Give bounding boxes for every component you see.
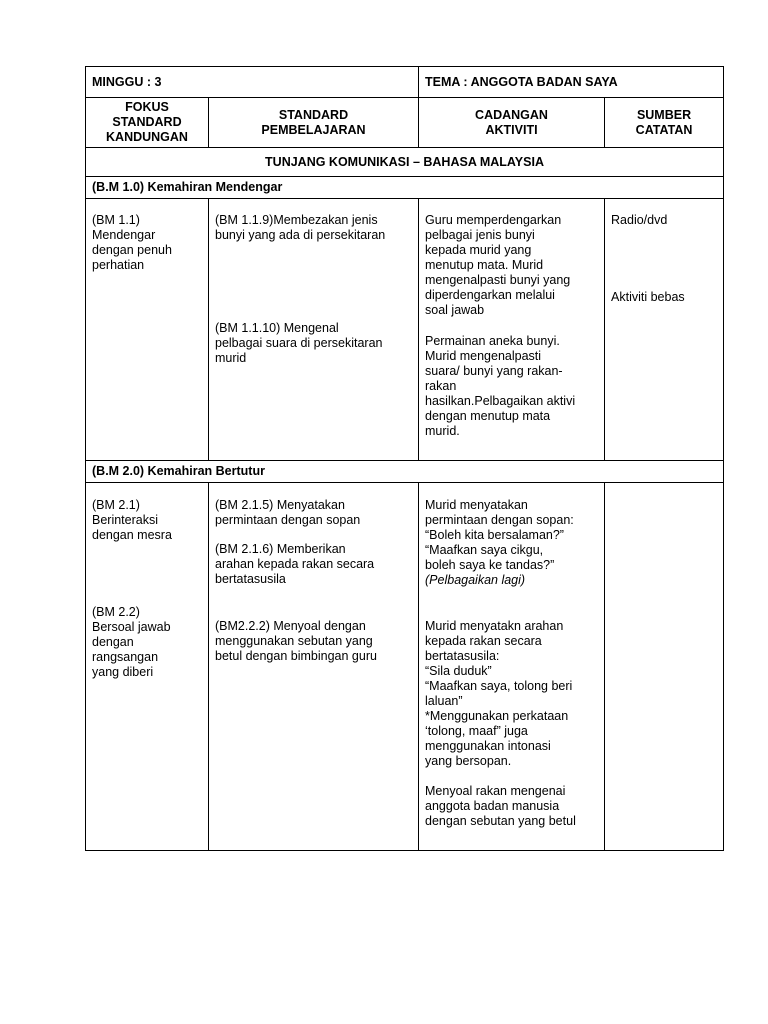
section2-aktiviti-cell: [419, 483, 605, 851]
section1-standard-cell: [209, 199, 419, 461]
section2-standard-b: (BM 2.1.6) Memberikan arahan kepada rakan secara bertatasusila: [215, 542, 375, 586]
section1-title: (B.M 1.0) Kemahiran Mendengar: [86, 177, 724, 199]
section2-aktiviti-b: Murid menyatakn arahan kepada rakan secara bertatasusila: “Sila duduk” “Maafkan saya, tolong beri laluan” *Menggunakan perkataan ‘tolong, maaf” juga menggunakan intonasi yang bersopan.: [425, 619, 573, 768]
section2-standard-cell: [209, 483, 419, 851]
column-header-cadangan: CADANGAN AKTIVITI: [419, 98, 605, 148]
section1-aktiviti-b: Permainan aneka bunyi. Murid mengenalpasti suara/ bunyi yang rakan- rakan hasilkan.Pelbagaikan aktivi dengan menutup mata murid.: [425, 334, 576, 438]
section2-aktiviti-a: Murid menyatakan permintaan dengan sopan: “Boleh kita bersalaman?” “Maafkan saya cikgu, boleh saya ke tandas?”: [425, 498, 574, 572]
tunjang-title: TUNJANG KOMUNIKASI – BAHASA MALAYSIA: [86, 148, 724, 177]
column-header-sumber: SUMBER CATATAN: [605, 98, 724, 148]
section1-title-row: [86, 177, 724, 199]
section2-sumber-cell: [605, 483, 724, 851]
section2-title-row: [86, 461, 724, 483]
section2-aktiviti-a-note: (Pelbagaikan lagi): [425, 573, 526, 587]
section2-title: (B.M 2.0) Kemahiran Bertutur: [86, 461, 724, 483]
section1-sumber-a: Radio/dvd: [611, 213, 668, 227]
column-header-row: [86, 98, 724, 148]
column-header-standard: STANDARD PEMBELAJARAN: [209, 98, 419, 148]
section1-sumber-b: Aktiviti bebas: [611, 290, 685, 304]
column-header-fokus: FOKUS STANDARD KANDUNGAN: [86, 98, 209, 148]
section2-fokus-a: (BM 2.1) Berinteraksi dengan mesra: [92, 498, 172, 542]
lesson-plan-page: [85, 66, 723, 851]
section2-content-row: [86, 483, 724, 851]
section2-fokus-b: (BM 2.2) Bersoal jawab dengan rangsangan yang diberi: [92, 605, 171, 679]
tunjang-row: [86, 148, 724, 177]
section2-fokus-cell: [86, 483, 209, 851]
theme-label: TEMA : ANGGOTA BADAN SAYA: [419, 67, 724, 98]
section1-standard-a: (BM 1.1.9)Membezakan jenis bunyi yang ada di persekitaran: [215, 213, 386, 242]
lesson-plan-table: [85, 66, 724, 851]
section1-sumber-cell: [605, 199, 724, 461]
section1-fokus-cell: [86, 199, 209, 461]
section1-standard-b: (BM 1.1.10) Mengenal pelbagai suara di persekitaran murid: [215, 321, 383, 365]
section2-standard-c: (BM2.2.2) Menyoal dengan menggunakan sebutan yang betul dengan bimbingan guru: [215, 619, 377, 663]
section1-aktiviti-cell: [419, 199, 605, 461]
week-row: [86, 67, 724, 98]
section2-aktiviti-c: Menyoal rakan mengenai anggota badan manusia dengan sebutan yang betul: [425, 784, 576, 828]
section1-fokus: (BM 1.1) Mendengar dengan penuh perhatian: [92, 213, 172, 272]
week-label: MINGGU : 3: [86, 67, 419, 98]
section2-standard-a: (BM 2.1.5) Menyatakan permintaan dengan sopan: [215, 498, 361, 527]
section1-content-row: [86, 199, 724, 461]
section1-aktiviti-a: Guru memperdengarkan pelbagai jenis bunyi kepada murid yang menutup mata. Murid mengenalpasti bunyi yang diperdengarkan melalui soal jawab: [425, 213, 571, 317]
